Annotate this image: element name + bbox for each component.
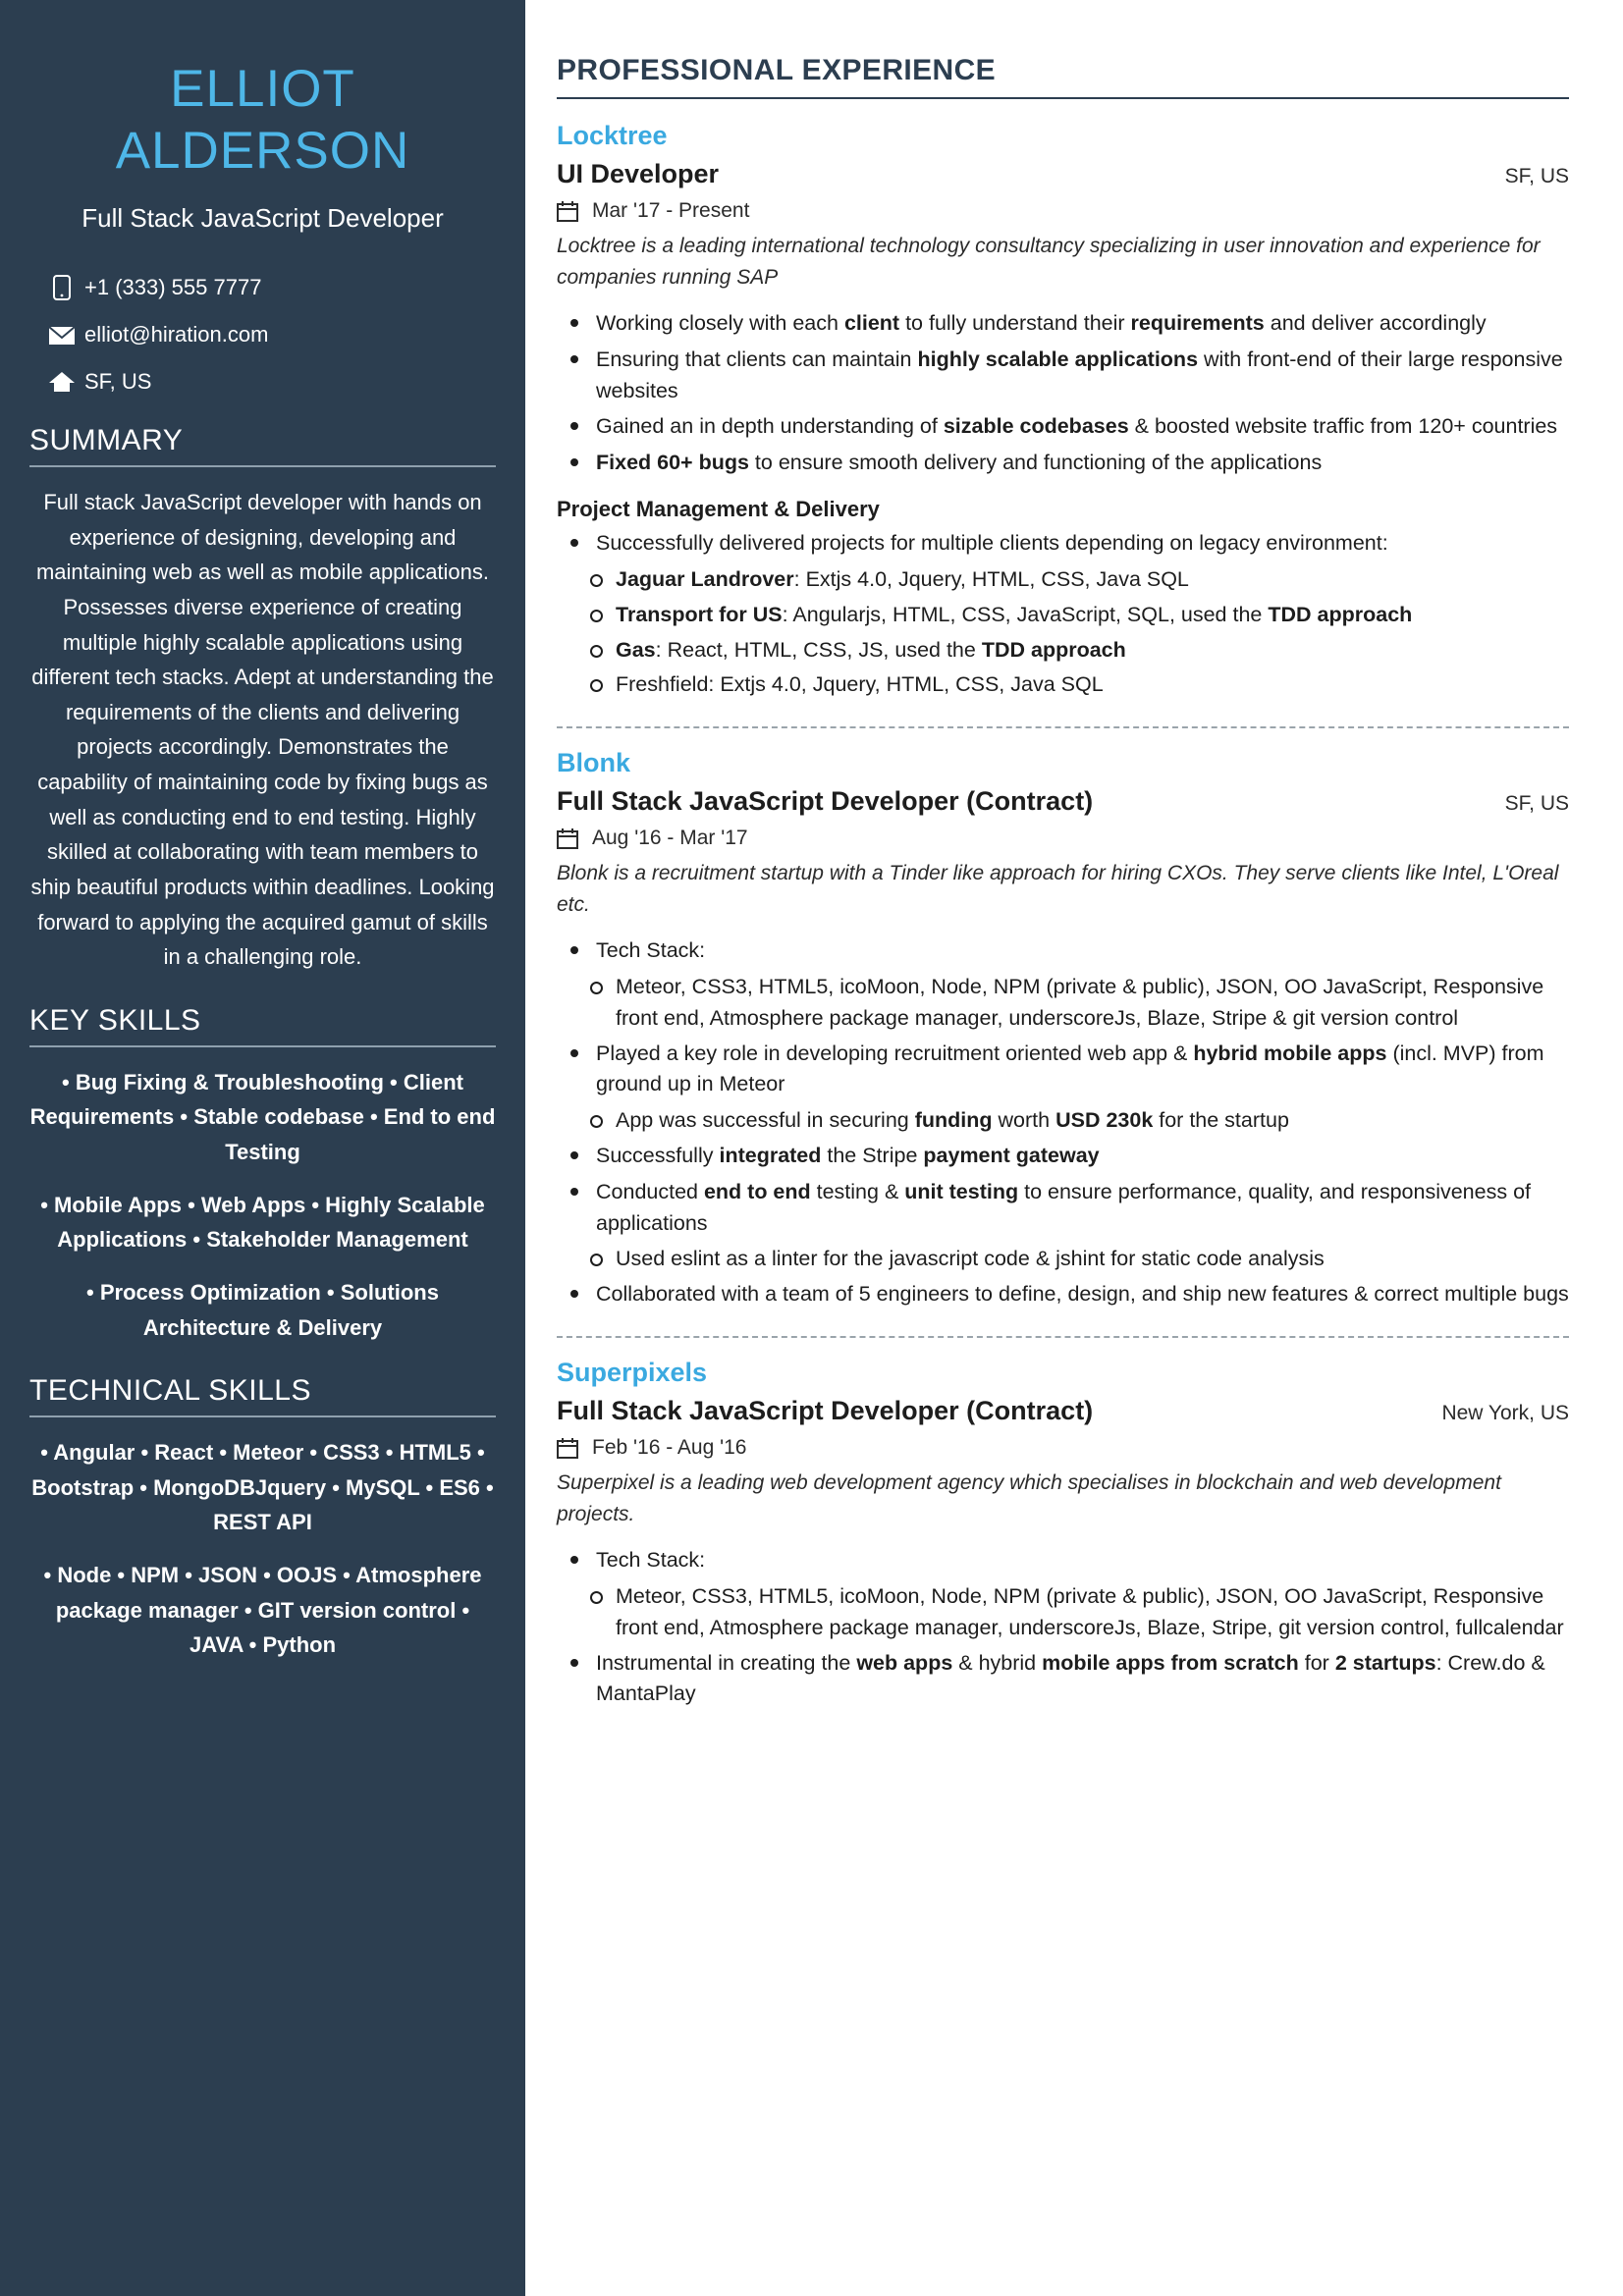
candidate-name bbox=[29, 59, 496, 182]
responsibility-sublist bbox=[582, 1244, 1569, 1275]
job-dates-row bbox=[557, 1436, 1569, 1460]
list-item: Conducted end to end testing & unit testing to ensure performance, quality, and responsiveness of applications bbox=[563, 1177, 1569, 1240]
home-icon bbox=[39, 370, 84, 395]
sub-heading: Project Management & Delivery bbox=[557, 497, 880, 522]
list-item: Played a key role in developing recruitment oriented web app & hybrid mobile apps (incl. MVP) from ground up in Meteor bbox=[563, 1039, 1569, 1101]
technical-skills-line: • Node • NPM • JSON • OOJS • Atmosphere package manager • GIT version control • JAVA • Python bbox=[43, 1563, 482, 1658]
main-content bbox=[525, 0, 1623, 2296]
location-value: SF, US bbox=[84, 369, 152, 395]
responsibility-list bbox=[563, 308, 1569, 479]
calendar-icon bbox=[557, 1437, 578, 1459]
section-title-experience: PROFESSIONAL EXPERIENCE bbox=[557, 54, 1569, 99]
job-dates-row bbox=[557, 199, 1569, 223]
responsibility-sublist bbox=[582, 1581, 1569, 1644]
calendar-icon bbox=[557, 828, 578, 849]
company-blurb: Blonk is a recruitment startup with a Tinder like approach for hiring CXOs. They serve clients like Intel, L'Oreal etc. bbox=[557, 862, 1559, 916]
calendar-icon bbox=[557, 200, 578, 222]
job-location: SF, US bbox=[1504, 165, 1569, 187]
contact-phone bbox=[39, 275, 496, 300]
job-title: Full Stack JavaScript Developer (Contract) bbox=[557, 786, 1094, 817]
contact-email bbox=[39, 322, 496, 347]
headline: Full Stack JavaScript Developer bbox=[81, 203, 444, 234]
experience-entry bbox=[557, 748, 1569, 1310]
list-item: Freshfield: Extjs 4.0, Jquery, HTML, CSS, Java SQL bbox=[582, 669, 1569, 701]
experience-entry bbox=[557, 121, 1569, 701]
list-item: Tech Stack: bbox=[563, 935, 1569, 967]
sidebar bbox=[0, 0, 525, 2296]
responsibility-list bbox=[557, 1545, 1569, 1710]
experience-entry bbox=[557, 1358, 1569, 1710]
list-item: Collaborated with a team of 5 engineers to define, design, and ship new features & correct multiple bugs bbox=[563, 1279, 1569, 1310]
list-item: Successfully integrated the Stripe payment gateway bbox=[563, 1141, 1569, 1172]
list-item: App was successful in securing funding worth USD 230k for the startup bbox=[582, 1105, 1569, 1137]
email-value: elliot@hiration.com bbox=[84, 322, 269, 347]
responsibility-list bbox=[563, 1648, 1569, 1711]
responsibility-sublist bbox=[582, 1105, 1569, 1137]
job-dates-row bbox=[557, 827, 1569, 850]
list-item: Successfully delivered projects for multiple clients depending on legacy environment: bbox=[563, 528, 1569, 560]
project-list bbox=[563, 528, 1569, 560]
role-row bbox=[557, 786, 1569, 817]
company-name: Superpixels bbox=[557, 1358, 708, 1388]
section-divider bbox=[557, 1336, 1569, 1338]
phone-icon bbox=[39, 275, 84, 300]
key-skills-line: • Process Optimization • Solutions Architecture & Delivery bbox=[86, 1279, 439, 1340]
job-location: New York, US bbox=[1441, 1402, 1569, 1425]
list-item: Transport for US: Angularjs, HTML, CSS, JavaScript, SQL, used the TDD approach bbox=[582, 600, 1569, 631]
company-blurb: Locktree is a leading international technology consultancy specializing in user innovation and experience for companies running SAP bbox=[557, 235, 1541, 289]
last-name: ALDERSON bbox=[115, 121, 410, 180]
responsibility-list bbox=[563, 1141, 1569, 1239]
role-row bbox=[557, 159, 1569, 189]
phone-value: +1 (333) 555 7777 bbox=[84, 275, 262, 300]
responsibility-sublist bbox=[582, 972, 1569, 1035]
key-skills-line: • Bug Fixing & Troubleshooting • Client Requirements • Stable codebase • End to end Testing bbox=[29, 1069, 496, 1165]
job-title: UI Developer bbox=[557, 159, 720, 188]
responsibility-list bbox=[563, 1039, 1569, 1101]
list-item: Meteor, CSS3, HTML5, icoMoon, Node, NPM (private & public), JSON, OO JavaScript, Responsive front end, Atmosphere package manager, underscoreJs, Blaze, Stripe & git version control bbox=[582, 972, 1569, 1035]
job-location: SF, US bbox=[1504, 792, 1569, 816]
list-item: Ensuring that clients can maintain highly scalable applications with front-end of their large responsive websites bbox=[563, 345, 1569, 407]
project-sublist bbox=[582, 564, 1569, 701]
company-name: Blonk bbox=[557, 748, 631, 778]
list-item: Gas: React, HTML, CSS, JS, used the TDD approach bbox=[582, 635, 1569, 667]
responsibility-list bbox=[563, 935, 1569, 967]
section-divider bbox=[557, 726, 1569, 728]
role-row bbox=[557, 1396, 1569, 1426]
list-item: Tech Stack: bbox=[563, 1545, 1569, 1576]
company-name: Locktree bbox=[557, 121, 668, 150]
contact-location bbox=[39, 369, 496, 395]
list-item: Gained an in depth understanding of sizable codebases & boosted website traffic from 120+ countries bbox=[563, 411, 1569, 443]
list-item: Working closely with each client to fully understand their requirements and deliver accordingly bbox=[563, 308, 1569, 340]
first-name: ELLIOT bbox=[170, 60, 355, 118]
technical-skills-title: TECHNICAL SKILLS bbox=[29, 1374, 496, 1417]
list-item: Jaguar Landrover: Extjs 4.0, Jquery, HTML, CSS, Java SQL bbox=[582, 564, 1569, 596]
list-item: Used eslint as a linter for the javascript code & jshint for static code analysis bbox=[582, 1244, 1569, 1275]
responsibility-list bbox=[563, 1279, 1569, 1310]
list-item: Fixed 60+ bugs to ensure smooth delivery and functioning of the applications bbox=[563, 448, 1569, 479]
company-blurb: Superpixel is a leading web development agency which specialises in blockchain and web development projects. bbox=[557, 1471, 1501, 1525]
job-dates: Mar '17 - Present bbox=[592, 199, 750, 222]
key-skills-line: • Mobile Apps • Web Apps • Highly Scalable Applications • Stakeholder Management bbox=[40, 1192, 485, 1253]
job-dates: Feb '16 - Aug '16 bbox=[592, 1436, 747, 1460]
technical-skills-line: • Angular • React • Meteor • CSS3 • HTML5 • Bootstrap • MongoDBJquery • MySQL • ES6 • REST API bbox=[31, 1440, 494, 1535]
job-dates: Aug '16 - Mar '17 bbox=[592, 827, 748, 850]
key-skills-title: KEY SKILLS bbox=[29, 1004, 496, 1047]
responsibility-list bbox=[563, 1545, 1569, 1576]
list-item: Instrumental in creating the web apps & hybrid mobile apps from scratch for 2 startups: Crew.do & MantaPlay bbox=[563, 1648, 1569, 1711]
summary-title: SUMMARY bbox=[29, 424, 496, 467]
envelope-icon bbox=[39, 323, 84, 347]
responsibility-list bbox=[557, 935, 1569, 1310]
summary-text: Full stack JavaScript developer with hands on experience of designing, developing and maintaining web as well as mobile applications. Possesses diverse experience of creating multiple highly scalable applications using different tech stacks. Adept at understanding the requirements of the clients and delivering projects accordingly. Demonstrates the capability of maintaining code by fixing bugs as well as conducting end to end testing. Highly skilled at collaborating with team members to ship beautiful products within deadlines. Looking forward to applying the acquired gamut of skills in a challenging role. bbox=[30, 490, 495, 970]
job-title: Full Stack JavaScript Developer (Contract) bbox=[557, 1396, 1094, 1426]
list-item: Meteor, CSS3, HTML5, icoMoon, Node, NPM (private & public), JSON, OO JavaScript, Responsive front end, Atmosphere package manager, underscoreJs, Blaze, Stripe, git version control, fullcalendar bbox=[582, 1581, 1569, 1644]
